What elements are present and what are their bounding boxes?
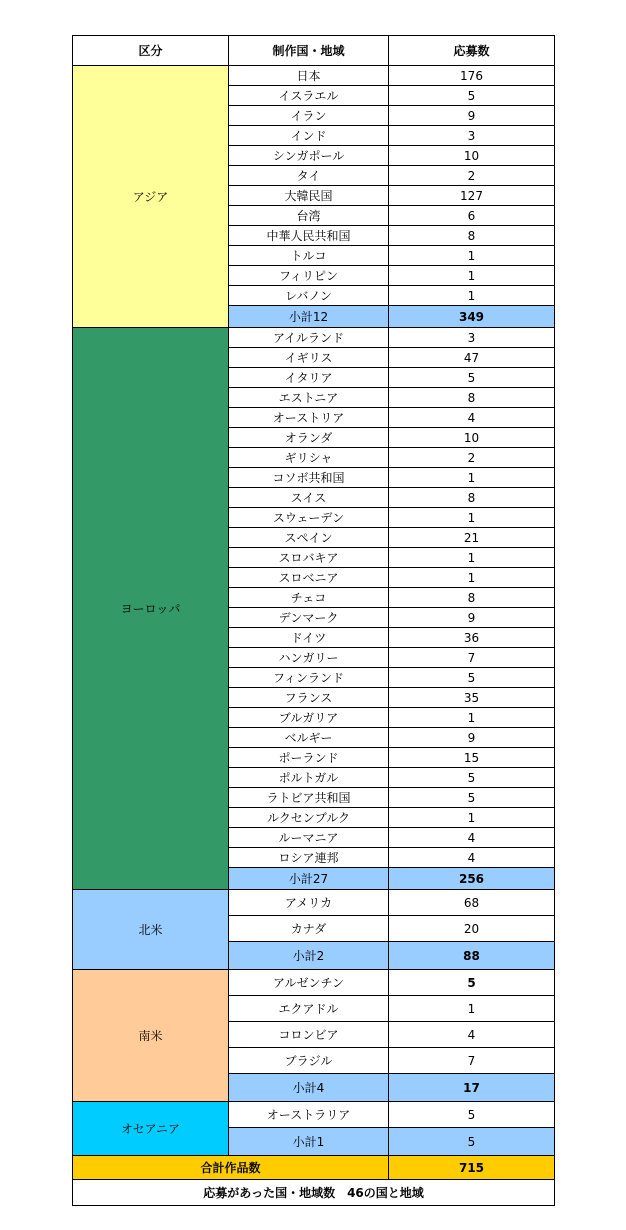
country-count: 8 <box>389 388 555 408</box>
country-name: エクアドル <box>229 996 389 1022</box>
country-name: カナダ <box>229 916 389 942</box>
region-cell: 南米 <box>73 970 229 1102</box>
footer-note: 応募があった国・地域数 46の国と地域 <box>73 1180 555 1206</box>
country-name: ブラジル <box>229 1048 389 1074</box>
country-count: 176 <box>389 66 555 86</box>
country-count: 1 <box>389 468 555 488</box>
country-name: ポーランド <box>229 748 389 768</box>
footer-row <box>73 1180 555 1206</box>
country-name: アメリカ <box>229 890 389 916</box>
country-count: 9 <box>389 106 555 126</box>
country-name: エストニア <box>229 388 389 408</box>
country-count: 4 <box>389 848 555 868</box>
subtotal-label: 小計2 <box>229 942 389 970</box>
country-count: 5 <box>389 368 555 388</box>
region-cell: ヨーロッパ <box>73 328 229 890</box>
country-count: 5 <box>389 668 555 688</box>
country-count: 2 <box>389 448 555 468</box>
country-name: レバノン <box>229 286 389 306</box>
country-name: イギリス <box>229 348 389 368</box>
country-name: アイルランド <box>229 328 389 348</box>
subtotal-value: 88 <box>389 942 555 970</box>
region-cell: アジア <box>73 66 229 328</box>
country-name: アルゼンチン <box>229 970 389 996</box>
total-label: 合計作品数 <box>73 1156 389 1180</box>
country-name: ルーマニア <box>229 828 389 848</box>
country-count: 15 <box>389 748 555 768</box>
country-count: 8 <box>389 226 555 246</box>
country-count: 127 <box>389 186 555 206</box>
country-name: コロンビア <box>229 1022 389 1048</box>
country-name: フィリピン <box>229 266 389 286</box>
country-count: 1 <box>389 808 555 828</box>
country-count: 9 <box>389 608 555 628</box>
country-count: 1 <box>389 266 555 286</box>
region-cell: 北米 <box>73 890 229 970</box>
table-row <box>73 970 555 996</box>
country-count: 1 <box>389 548 555 568</box>
country-name: 日本 <box>229 66 389 86</box>
country-name: スペイン <box>229 528 389 548</box>
country-count: 9 <box>389 728 555 748</box>
country-name: 中華人民共和国 <box>229 226 389 246</box>
country-name: トルコ <box>229 246 389 266</box>
country-count: 4 <box>389 1022 555 1048</box>
country-name: イスラエル <box>229 86 389 106</box>
country-count: 1 <box>389 996 555 1022</box>
total-row <box>73 1156 555 1180</box>
country-name: スロバキア <box>229 548 389 568</box>
country-name: ロシア連邦 <box>229 848 389 868</box>
country-name: ドイツ <box>229 628 389 648</box>
country-count: 1 <box>389 708 555 728</box>
country-name: チェコ <box>229 588 389 608</box>
country-name: インド <box>229 126 389 146</box>
country-name: 台湾 <box>229 206 389 226</box>
entries-table <box>72 35 555 1206</box>
country-count: 68 <box>389 890 555 916</box>
subtotal-value: 5 <box>389 1128 555 1156</box>
country-count: 7 <box>389 648 555 668</box>
country-count: 10 <box>389 428 555 448</box>
country-count: 7 <box>389 1048 555 1074</box>
country-count: 6 <box>389 206 555 226</box>
country-count: 4 <box>389 408 555 428</box>
table-row <box>73 890 555 916</box>
country-count: 2 <box>389 166 555 186</box>
country-count: 21 <box>389 528 555 548</box>
header-row <box>73 36 555 66</box>
table-row <box>73 328 555 348</box>
country-count: 5 <box>389 970 555 996</box>
country-name: タイ <box>229 166 389 186</box>
country-count: 1 <box>389 246 555 266</box>
country-name: スロベニア <box>229 568 389 588</box>
country-name: スイス <box>229 488 389 508</box>
country-count: 5 <box>389 1102 555 1128</box>
subtotal-label: 小計4 <box>229 1074 389 1102</box>
table-row <box>73 66 555 86</box>
subtotal-label: 小計12 <box>229 306 389 328</box>
country-count: 3 <box>389 126 555 146</box>
country-name: イタリア <box>229 368 389 388</box>
country-name: ハンガリー <box>229 648 389 668</box>
country-count: 3 <box>389 328 555 348</box>
country-name: 大韓民国 <box>229 186 389 206</box>
country-name: シンガポール <box>229 146 389 166</box>
subtotal-label: 小計1 <box>229 1128 389 1156</box>
country-name: ポルトガル <box>229 768 389 788</box>
country-name: ラトビア共和国 <box>229 788 389 808</box>
country-name: スウェーデン <box>229 508 389 528</box>
country-count: 47 <box>389 348 555 368</box>
country-name: オランダ <box>229 428 389 448</box>
country-name: ギリシャ <box>229 448 389 468</box>
header-country: 制作国・地域 <box>229 36 389 66</box>
subtotal-value: 349 <box>389 306 555 328</box>
country-count: 1 <box>389 286 555 306</box>
country-name: ブルガリア <box>229 708 389 728</box>
country-count: 36 <box>389 628 555 648</box>
country-name: コソボ共和国 <box>229 468 389 488</box>
country-count: 5 <box>389 788 555 808</box>
subtotal-value: 256 <box>389 868 555 890</box>
country-count: 10 <box>389 146 555 166</box>
subtotal-value: 17 <box>389 1074 555 1102</box>
country-name: フランス <box>229 688 389 708</box>
table-row <box>73 1102 555 1128</box>
total-value: 715 <box>389 1156 555 1180</box>
country-name: ルクセンブルク <box>229 808 389 828</box>
country-name: フィンランド <box>229 668 389 688</box>
country-count: 8 <box>389 488 555 508</box>
region-cell: オセアニア <box>73 1102 229 1156</box>
country-name: オーストリア <box>229 408 389 428</box>
country-count: 1 <box>389 508 555 528</box>
header-category: 区分 <box>73 36 229 66</box>
country-count: 4 <box>389 828 555 848</box>
country-name: デンマーク <box>229 608 389 628</box>
subtotal-label: 小計27 <box>229 868 389 890</box>
country-name: オーストラリア <box>229 1102 389 1128</box>
country-count: 20 <box>389 916 555 942</box>
country-name: ベルギー <box>229 728 389 748</box>
country-count: 1 <box>389 568 555 588</box>
country-count: 5 <box>389 86 555 106</box>
header-count: 応募数 <box>389 36 555 66</box>
country-count: 8 <box>389 588 555 608</box>
country-name: イラン <box>229 106 389 126</box>
country-count: 5 <box>389 768 555 788</box>
country-count: 35 <box>389 688 555 708</box>
